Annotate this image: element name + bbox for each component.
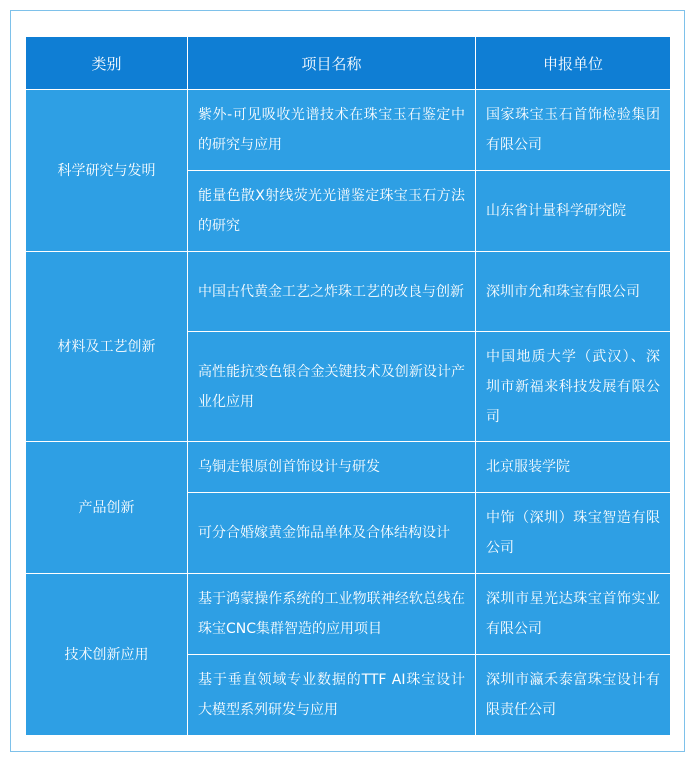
applicant-unit-cell: 山东省计量科学研究院 xyxy=(476,171,671,252)
category-cell: 技术创新应用 xyxy=(26,574,188,736)
category-cell: 产品创新 xyxy=(26,442,188,574)
project-name-cell: 紫外-可见吸收光谱技术在珠宝玉石鉴定中的研究与应用 xyxy=(188,90,476,171)
table-row xyxy=(26,90,671,171)
applicant-unit-cell: 深圳市瀛禾泰富珠宝设计有限责任公司 xyxy=(476,655,671,736)
table-row xyxy=(26,442,671,493)
applicant-unit-cell: 深圳市允和珠宝有限公司 xyxy=(476,252,671,332)
project-name-cell: 可分合婚嫁黄金饰品单体及合体结构设计 xyxy=(188,493,476,574)
applicant-unit-cell: 深圳市星光达珠宝首饰实业有限公司 xyxy=(476,574,671,655)
applicant-unit-cell: 中饰（深圳）珠宝智造有限公司 xyxy=(476,493,671,574)
applicant-unit-cell: 国家珠宝玉石首饰检验集团有限公司 xyxy=(476,90,671,171)
table-row xyxy=(26,252,671,332)
applicant-unit-cell: 中国地质大学（武汉）、深圳市新福来科技发展有限公司 xyxy=(476,332,671,442)
project-name-cell: 基于鸿蒙操作系统的工业物联神经软总线在珠宝CNC集群智造的应用项目 xyxy=(188,574,476,655)
table-header-row xyxy=(26,37,671,90)
table-row xyxy=(26,574,671,655)
header-project-name: 项目名称 xyxy=(188,37,476,90)
header-category: 类别 xyxy=(26,37,188,90)
header-applicant-unit: 申报单位 xyxy=(476,37,671,90)
applicant-unit-cell: 北京服装学院 xyxy=(476,442,671,493)
awards-table xyxy=(25,36,671,736)
category-cell: 材料及工艺创新 xyxy=(26,252,188,442)
project-name-cell: 基于垂直领域专业数据的TTF AI珠宝设计大模型系列研发与应用 xyxy=(188,655,476,736)
project-name-cell: 能量色散X射线荧光光谱鉴定珠宝玉石方法的研究 xyxy=(188,171,476,252)
project-name-cell: 乌铜走银原创首饰设计与研发 xyxy=(188,442,476,493)
category-cell: 科学研究与发明 xyxy=(26,90,188,252)
project-name-cell: 中国古代黄金工艺之炸珠工艺的改良与创新 xyxy=(188,252,476,332)
project-name-cell: 高性能抗变色银合金关键技术及创新设计产业化应用 xyxy=(188,332,476,442)
